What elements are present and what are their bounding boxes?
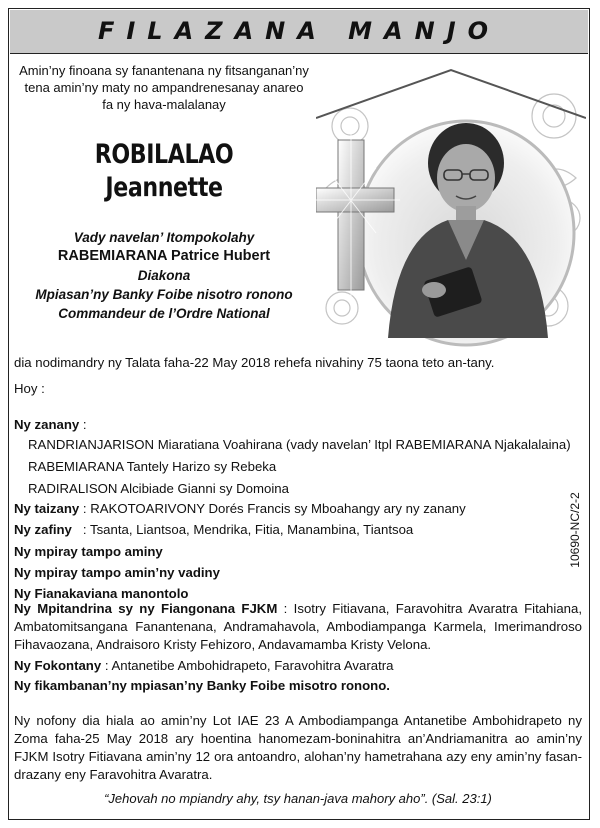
grandchildren-label: Ny zafiny [14,522,72,537]
intro-line: tena amin’ny maty no ampandrenesanay anareo [24,80,304,95]
child-item: RABEMIARANA Tantely Harizo sy Rebeka [28,459,277,474]
portrait-photo [316,68,586,350]
relatives-line [14,543,582,561]
hoy-label: Hoy : [14,381,45,396]
church-paragraph [14,600,582,654]
child-item: RADIRALISON Alcibiade Gianni sy Domoina [28,481,289,496]
intro-line: Amin’ny finoana sy fanantenana ny fitsanganan’ny [19,63,309,78]
children-label: Ny zanany [14,417,80,432]
intro-line: fa ny hava-malalanay [102,97,226,112]
grandchildren-line [14,521,582,539]
header-banner [10,10,588,54]
spouse-title: Commandeur de l’Ordre National [58,306,270,321]
fokontany-label: Ny Fokontany [14,658,102,673]
child-item: RANDRIANJARISON Miaratiana Voahirana (vady navelan’ Itpl RABEMIARANA Njakalalaina) [28,437,571,452]
spouse-title: Mpiasan’ny Banky Foibe nisotro ronono [35,287,293,302]
deceased-given-name: Jeannette [105,172,223,203]
spouse-name: RABEMIARANA Patrice Hubert [57,248,271,264]
reference-code [565,470,585,590]
association-text: Ny fikambanan’ny mpiasan’ny Banky Foibe misotro ronono. [14,678,390,693]
children-heading [14,416,582,434]
relatives-line [14,564,582,582]
siblings-label: Ny taizany [14,501,80,516]
spouse-title: Diakona [137,268,191,283]
burial-paragraph: Ny nofony dia hiala ao amin’ny Lot IAE 23 A Ambodiampanga Antanetibe Ambohidrapeto ny Zoma faha-25 May 2018 ary hoentina hanomezam-boninahitra an’Andriamanitra ao amin’ny FJKM Isotry Fitiavana amin’ny 12 ora antoandro, alohan’ny hametrahana azy eny amin’ny fasan-drazany eny Faravohitra Avaratra. [14,713,582,782]
spouse-info [14,228,314,323]
relatives-text: Ny mpiray tampo aminy [14,544,163,559]
relatives-text: Ny mpiray tampo amin’ny vadiny [14,565,220,580]
grandchildren-text: : Tsanta, Liantsoa, Mendrika, Fitia, Manambina, Tiantsoa [71,522,414,537]
siblings-line [14,500,582,518]
fokontany-line [14,657,582,675]
siblings-text: : RAKOTOARIVONY Dorés Francis sy Mboahangy ary ny zanany [79,501,466,516]
fokontany-text: : Antanetibe Ambohidrapeto, Faravohitra Avaratra [101,658,394,673]
church-text: : Isotry Fitiavana, Faravohitra Avaratra Fitahiana, Ambatomitsangana Fanantenana, Andramahavola, Ambodiampanga Karmela, Imerimandroso Fihavaozana, Andraisoro Kristy Fehizoro, Andavamamba Kristy Velona. [14,601,582,652]
church-label: Ny Mpitandrina sy ny Fiangonana FJKM [14,601,278,616]
association-line [14,677,582,695]
death-notice: dia nodimandry ny Talata faha-22 May 2018 rehefa nivahiny 75 taona teto an-tany. [14,355,495,370]
deceased-surname: ROBILALAO [94,139,234,170]
children-separator: : [79,417,87,432]
scripture-quote: “Jehovah no mpiandry ahy, tsy hanan-java mahory aho”. (Sal. 23:1) [104,791,492,806]
relatives-text: Ny Fianakaviana manontolo [14,586,189,601]
intro-text [14,62,314,113]
deceased-name [14,138,314,204]
spouse-relation: Vady navelan’ Itompokolahy [73,230,255,245]
header-title: FILAZANA MANJO [97,17,501,45]
reference-text: 10690-NC/2-2 [568,492,582,568]
